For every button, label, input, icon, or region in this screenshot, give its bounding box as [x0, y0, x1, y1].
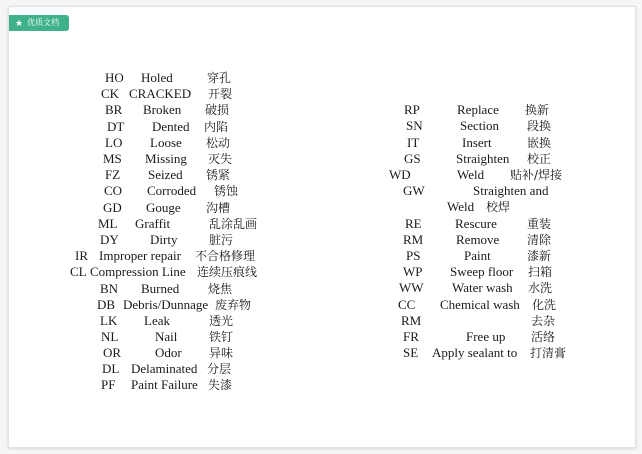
- term-code: SN: [406, 118, 423, 133]
- term-code: MS: [103, 151, 122, 166]
- term-code: WD: [389, 167, 411, 182]
- term-code: RM: [401, 313, 422, 328]
- term-code: PS: [406, 248, 421, 263]
- term-chinese: 烧焦: [208, 282, 233, 296]
- term-chinese: 分层: [207, 362, 232, 376]
- term-chinese: 换新: [525, 103, 550, 117]
- term-chinese: 废弃物: [215, 298, 252, 312]
- term-chinese: 沟槽: [206, 201, 231, 215]
- term-code: CC: [398, 297, 416, 312]
- term-code: SE: [403, 345, 419, 360]
- term-english: Missing: [145, 151, 187, 166]
- term-english: Compression Line: [90, 264, 186, 279]
- term-code: GW: [403, 183, 425, 198]
- term-code: CO: [104, 183, 123, 198]
- term-code: FR: [403, 329, 419, 344]
- term-chinese: 透光: [209, 314, 234, 328]
- term-english: Weld: [457, 167, 485, 182]
- term-chinese: 穿孔: [207, 71, 232, 85]
- term-english: Chemical wash: [440, 297, 520, 312]
- term-code: NL: [101, 329, 119, 344]
- term-english: Paint Failure: [131, 377, 198, 392]
- term-code: DY: [100, 232, 119, 247]
- term-english: Water wash: [452, 280, 513, 295]
- term-english: Debris/Dunnage: [123, 297, 209, 312]
- term-chinese: 重装: [527, 217, 552, 231]
- term-chinese: 漆新: [527, 249, 552, 263]
- term-english: Broken: [143, 102, 182, 117]
- term-english: Apply sealant to: [432, 345, 518, 360]
- document-page: [8, 6, 636, 448]
- term-chinese: 连续压痕线: [197, 265, 258, 279]
- term-code: WW: [399, 280, 424, 295]
- term-english: Replace: [457, 102, 499, 117]
- term-english: Gouge: [146, 200, 181, 215]
- term-code: OR: [103, 345, 122, 360]
- term-code: IT: [407, 135, 420, 150]
- badge-label: 优质文档: [27, 18, 60, 27]
- term-english: Remove: [456, 232, 500, 247]
- repair-code-list: [9, 7, 635, 447]
- term-english: Loose: [150, 135, 182, 150]
- term-chinese: 校焊: [486, 200, 511, 214]
- term-code: HO: [105, 70, 124, 85]
- term-english: Rescure: [455, 216, 497, 231]
- term-english: Sweep floor: [450, 264, 514, 279]
- term-code: GD: [103, 200, 122, 215]
- term-english: Insert: [462, 135, 492, 150]
- term-code: LK: [100, 313, 118, 328]
- term-english: Improper repair: [99, 248, 181, 263]
- term-chinese: 贴补/焊接: [510, 168, 563, 182]
- term-chinese: 铁钉: [209, 330, 234, 344]
- term-chinese: 锈紧: [206, 168, 231, 182]
- term-english: Straighten: [456, 151, 510, 166]
- term-code: CL: [70, 264, 87, 279]
- term-chinese: 失漆: [208, 378, 233, 392]
- term-chinese: 嵌换: [527, 136, 552, 150]
- term-english: Free up: [466, 329, 506, 344]
- term-english: Corroded: [147, 183, 197, 198]
- term-english: Section: [460, 118, 499, 133]
- term-english: Dirty: [150, 232, 178, 247]
- term-english: Seized: [148, 167, 183, 182]
- term-chinese: 松动: [206, 136, 231, 150]
- term-code: CK: [101, 86, 120, 101]
- term-code: RE: [405, 216, 422, 231]
- term-code: FZ: [105, 167, 121, 182]
- term-chinese: 化洗: [532, 298, 557, 312]
- term-chinese: 开裂: [208, 87, 233, 101]
- term-chinese: 水洗: [528, 281, 553, 295]
- term-chinese: 打清膏: [530, 346, 567, 360]
- star-icon: ★: [15, 18, 24, 28]
- term-english: Odor: [155, 345, 182, 360]
- term-english: Graffit: [135, 216, 171, 231]
- term-chinese: 锈蚀: [214, 184, 239, 198]
- term-code: GS: [404, 151, 421, 166]
- term-code: DB: [97, 297, 116, 312]
- term-code: DL: [102, 361, 120, 376]
- term-code: RM: [403, 232, 424, 247]
- term-chinese: 乱涂乱画: [209, 217, 258, 231]
- term-chinese: 内陷: [204, 120, 229, 134]
- term-code: ML: [98, 216, 118, 231]
- term-code: RP: [404, 102, 420, 117]
- term-english: Straighten and: [473, 183, 549, 198]
- term-chinese: 扫箱: [528, 265, 553, 279]
- term-code: LO: [105, 135, 123, 150]
- term-chinese: 活络: [531, 330, 556, 344]
- term-english: CRACKED: [129, 86, 192, 101]
- term-english: Paint: [464, 248, 491, 263]
- term-chinese: 不合格修理: [195, 249, 256, 263]
- term-english: Delaminated: [131, 361, 198, 376]
- term-code: DT: [107, 119, 125, 134]
- term-code: PF: [101, 377, 116, 392]
- term-english: Weld: [447, 199, 475, 214]
- term-chinese: 灭失: [208, 152, 233, 166]
- term-code: BN: [100, 281, 119, 296]
- term-chinese: 去杂: [531, 314, 556, 328]
- term-english: Burned: [141, 281, 180, 296]
- term-chinese: 破损: [205, 103, 230, 117]
- term-english: Nail: [155, 329, 178, 344]
- term-english: Dented: [152, 119, 190, 134]
- term-chinese: 异味: [209, 346, 234, 360]
- term-chinese: 脏污: [209, 233, 234, 247]
- term-code: IR: [75, 248, 88, 263]
- term-english: Holed: [141, 70, 173, 85]
- term-chinese: 清除: [527, 233, 552, 247]
- term-chinese: 段换: [527, 119, 552, 133]
- term-code: BR: [105, 102, 123, 117]
- term-code: WP: [403, 264, 423, 279]
- term-english: Leak: [144, 313, 170, 328]
- term-chinese: 校正: [527, 152, 552, 166]
